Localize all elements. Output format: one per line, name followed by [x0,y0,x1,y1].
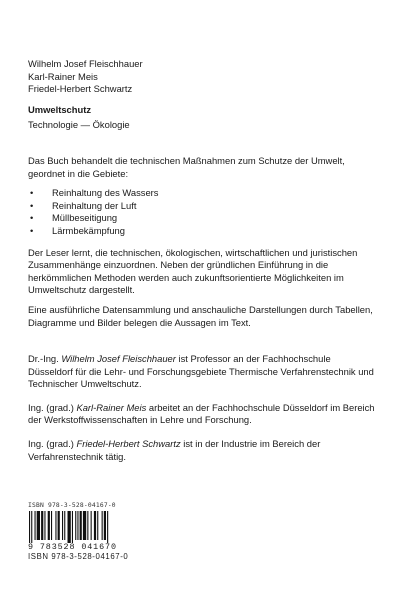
author-name: Wilhelm Josef Fleischhauer [28,58,143,69]
bio-author-name: Friedel-Herbert Schwartz [76,438,181,450]
author-name: Karl-Rainer Meis [28,70,98,82]
bio-author-name: Wilhelm Josef Fleischhauer [61,353,176,365]
barcode-digits: 9 783528 041670 [28,542,117,552]
bio-text: ist Professor an der Fachhochschule Düsseldorf für die Lehr- und Forschungsgebiete Thermische Verfahrenstechnik und Technischer Umweltschutz. [28,353,374,390]
topic-item: • Müllbeseitigung [28,212,376,225]
description-intro: Das Buch behandelt die technischen Maßnahmen zum Schutze der Umwelt, geordnet in die Gebiete: [28,154,345,179]
bio-text: ist in der Industrie im Bereich der Verfahrenstechnik tätig. [28,438,321,462]
isbn-label-top: ISBN 978-3-528-04167-0 [28,502,116,509]
isbn-label-bottom: ISBN 978-3-528-04167-0 [28,552,129,561]
topic-item: • Reinhaltung des Wassers [28,187,376,200]
author-name: Friedel-Herbert Schwartz [28,83,133,95]
book-subtitle: Technologie — Ökologie [28,119,130,131]
author-bio [28,402,376,427]
bio-prefix: Ing. (grad.) [28,401,77,413]
bio-text: arbeitet an der Fachhochschule Düsseldorf im Bereich der Werkstoffwissenschaften in Lehre und Forschung. [28,401,375,426]
description-paragraph: Eine ausführliche Datensammlung und anschauliche Darstellungen durch Tabellen, Diagramme und Bilder belegen die Aussagen im Text. [28,303,373,328]
author-bio [28,353,376,391]
author-bio [28,438,376,463]
bio-author-name: Karl-Rainer Meis [76,401,147,413]
author-list [28,58,376,96]
topic-item: • Lärmbekämpfung [28,225,376,238]
bio-prefix: Dr.-Ing. [28,353,62,365]
description-paragraph: Der Leser lernt, die technischen, ökologischen, wirtschaftlichen und juristischen Zusammenhänge einzuordnen. Neben der gründlichen Einführung in die herkömmlichen Methoden werden auch zukunftsorientierte Möglichkeiten im Umweltschutz dargestellt. [28,246,358,296]
back-cover-text [28,58,376,463]
topic-item: • Reinhaltung der Luft [28,200,376,213]
book-title: Umweltschutz [28,103,92,115]
topic-list [28,187,376,237]
barcode-icon [28,511,140,543]
barcode-block [28,502,148,561]
bio-prefix: Ing. (grad.) [28,438,77,450]
